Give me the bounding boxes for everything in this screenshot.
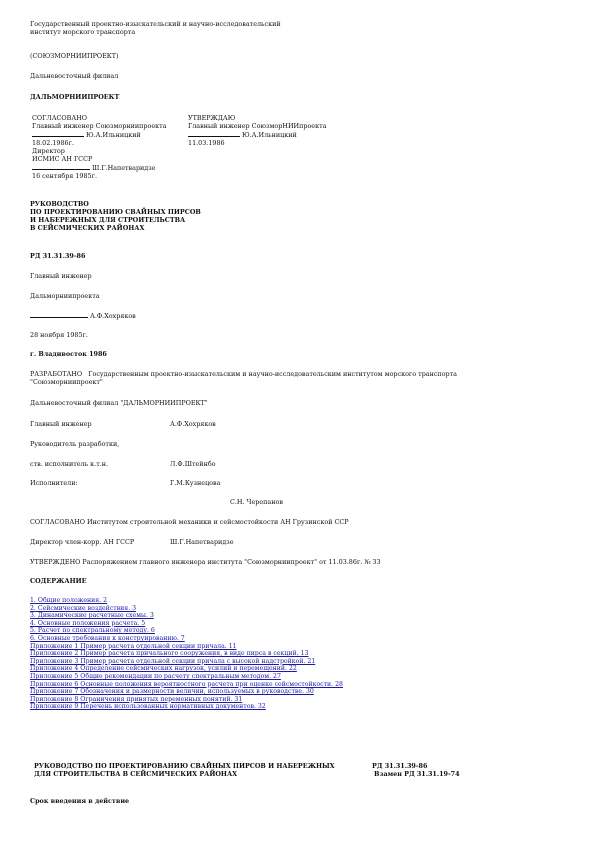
executor-1: Г.М.Кузнецова (170, 479, 221, 487)
director-org: ИСМИС АН ГССР (32, 155, 93, 163)
toc-link[interactable]: 3. Динамические расчетные схемы. 3 (30, 612, 154, 620)
footer-title (34, 762, 335, 778)
chief-role: Главный инженер (30, 272, 92, 280)
director-line-role: Директор член-корр. АН ГССР (30, 538, 135, 546)
title-line3: И НАБЕРЕЖНЫХ ДЛЯ СТРОИТЕЛЬСТВА (30, 216, 186, 224)
toc-link[interactable]: Приложение 1 Пример расчета отдельной секции причала. 11 (30, 642, 237, 650)
toc-link[interactable]: Приложение 6 Основные положения вероятностного расчета при оценке сейсмостойкости. 28 (30, 680, 343, 688)
org-name-line2: институт морского транспорта (30, 28, 136, 36)
executors-label: Исполнители: (30, 479, 78, 487)
credits-chief-role: Главный инженер (30, 420, 92, 428)
approved-order: УТВЕРЖДЕНО Распоряжением главного инженера института "Союзморниипроект" от 11.03.86г. № 33 (30, 558, 381, 566)
title-line1: РУКОВОДСТВО (30, 200, 89, 208)
toc-link[interactable]: 2. Сейсмические воздействия. 3 (30, 604, 137, 612)
executor-2: С.Н. Черепанов (230, 498, 283, 506)
signature-line (32, 130, 84, 137)
toc-link[interactable]: Приложение 7 Обозначения и размерности величин, используемых в руководстве. 30 (30, 688, 314, 696)
title-line4: В СЕЙСМИЧЕСКИХ РАЙОНАХ (30, 224, 145, 232)
effective-date-label: Срок введения в действие (30, 797, 130, 805)
signature-line (32, 163, 90, 170)
chief-date: 28 ноября 1985г. (30, 331, 88, 339)
approved-date: 11.03.1986 (188, 139, 225, 147)
agreed-block (32, 114, 166, 180)
developed-text: Государственным проектно-изыскательским и научно-исследовательским институтом морского транспорта (88, 370, 457, 378)
city-year: г. Владивосток 1986 (30, 350, 107, 358)
approved-name: Ю.А.Ильницкий (242, 131, 297, 139)
footer-replaces: Взамен РД 31.31.19-74 (374, 770, 460, 778)
agreed-institute: СОГЛАСОВАНО Институтом строительной механики и сейсмостойкости АН Грузинской ССР (30, 518, 349, 526)
signature-line (188, 130, 240, 137)
branch-abbr: ДАЛЬМОРНИИПРОЕКТ (30, 93, 120, 101)
director-line-name: Ш.Г.Напетваридзе (170, 538, 234, 546)
table-of-contents (30, 597, 343, 711)
approved-role: Главный инженер СоюзморНИИпроекта (188, 122, 327, 130)
head-role: ств. исполнитель к.т.н. (30, 460, 109, 468)
head-name: Л.Ф.Штейнбо (170, 460, 216, 468)
footer-title-line2: ДЛЯ СТРОИТЕЛЬСТВА В СЕЙСМИЧЕСКИХ РАЙОНАХ (34, 770, 238, 778)
signature-line (30, 311, 88, 318)
toc-link[interactable]: Приложение 3 Пример расчета отдельной секции причала с высокой надстройкой. 21 (30, 657, 316, 665)
agreed-title: СОГЛАСОВАНО (32, 114, 88, 122)
credits-chief-name: А.Ф.Хохряков (170, 420, 216, 428)
footer-title-line1: РУКОВОДСТВО ПО ПРОЕКТИРОВАНИЮ СВАЙНЫХ ПИРСОВ И НАБЕРЕЖНЫХ (34, 762, 335, 770)
approved-title: УТВЕРЖДАЮ (188, 114, 236, 122)
org-name-line1: Государственный проектно-изыскательский и научно-исследовательский (30, 20, 281, 28)
org-abbr: (СОЮЗМОРНИИПРОЕКТ) (30, 52, 119, 60)
document-title (30, 200, 201, 232)
toc-link[interactable]: 4. Основные положения расчета. 5 (30, 619, 146, 627)
agreed-date: 18.02.1986г. (32, 139, 74, 147)
developed-by (30, 370, 457, 386)
toc-link[interactable]: Приложение 8 Ограничения принятых переменных понятий. 31 (30, 695, 243, 703)
footer-code: РД 31.31.39-86 (372, 762, 428, 770)
agreed-name: Ю.А.Ильницкий (86, 131, 141, 139)
chief-signature (30, 311, 136, 320)
toc-link[interactable]: 1. Общие положения. 2 (30, 597, 108, 604)
director-date: 16 сентября 1985г. (32, 172, 97, 180)
branch-name: Дальневосточный филиал (30, 72, 119, 80)
toc-link[interactable]: Приложение 5 Общие рекомендации по расчету спектральным методом. 27 (30, 672, 281, 680)
director-label: Директор (32, 147, 65, 155)
document-code: РД 31.31.39-86 (30, 252, 86, 260)
developed-text2: "Союзморниипроект" (30, 378, 103, 386)
toc-link[interactable]: Приложение 9 Перечень использованных нормативных документов. 32 (30, 703, 266, 711)
title-line2: ПО ПРОЕКТИРОВАНИЮ СВАЙНЫХ ПИРСОВ (30, 208, 201, 216)
org-header (30, 20, 281, 36)
toc-link[interactable]: Приложение 2 Пример расчета причального сооружения, в виде пирса в секций. 13 (30, 650, 309, 658)
toc-link[interactable]: Приложение 4 Определение сейсмических нагрузок, усилий и перемещений. 22 (30, 665, 297, 673)
approved-block (188, 114, 326, 147)
director-name: Ш.Г.Напетваридзе (92, 164, 156, 172)
agreed-role: Главный инженер Союзморниипроекта (32, 122, 167, 130)
toc-link[interactable]: 6. Основные требования к конструированию. 7 (30, 634, 185, 642)
head-label: Руководитель разработки, (30, 440, 120, 448)
developed-label: РАЗРАБОТАНО (30, 370, 83, 378)
toc-heading: СОДЕРЖАНИЕ (30, 577, 87, 585)
chief-name: А.Ф.Хохряков (90, 312, 136, 320)
credits-branch: Дальневосточный филиал "ДАЛЬМОРНИИПРОЕКТ" (30, 399, 208, 407)
toc-link[interactable]: 5. Расчет по спектральному методу. 6 (30, 627, 155, 635)
chief-org: Дальморниипроекта (30, 292, 100, 300)
